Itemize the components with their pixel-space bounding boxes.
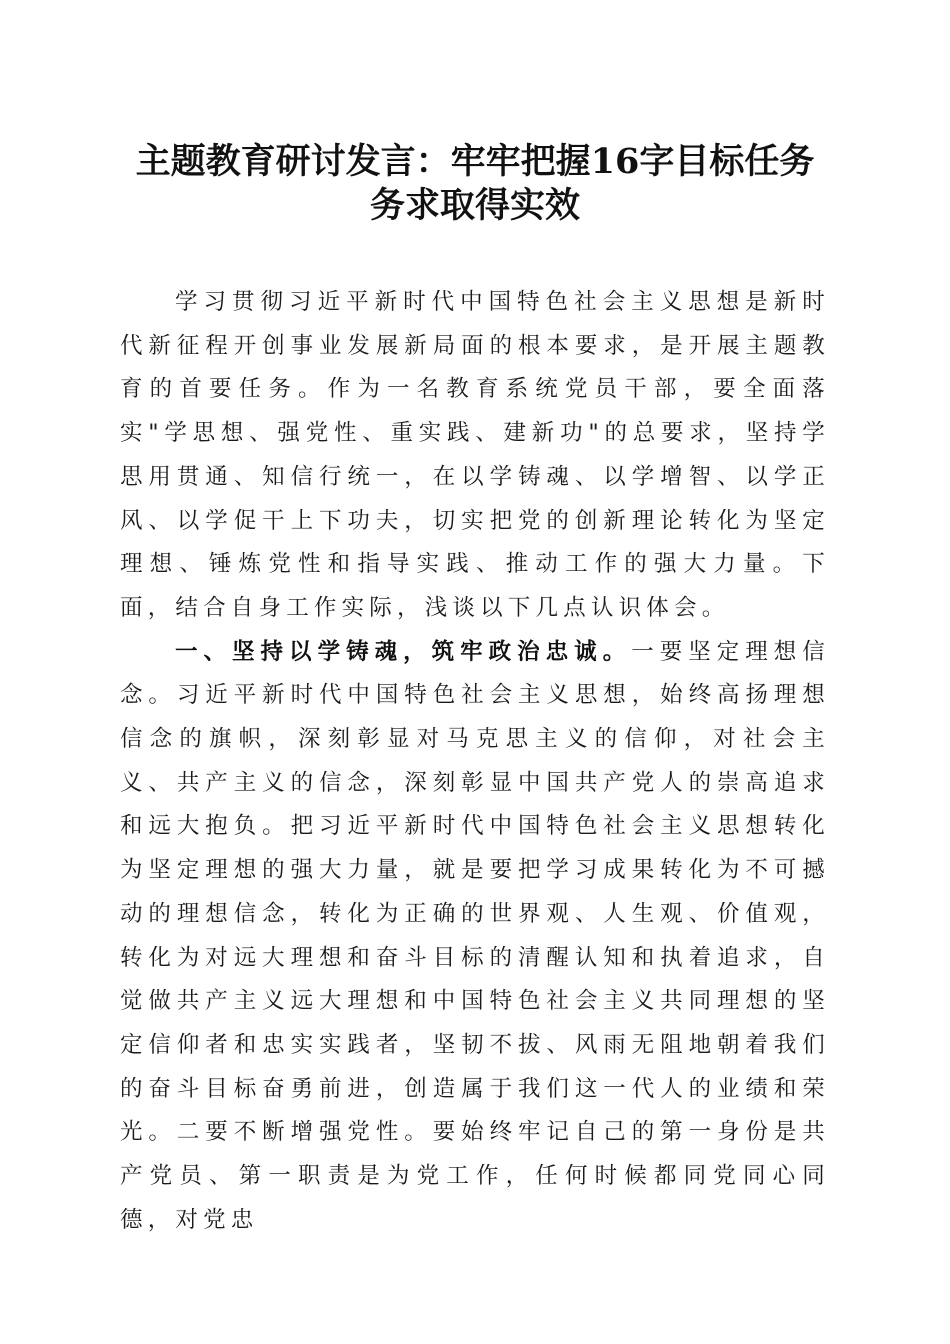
paragraph-text: 学习贯彻习近平新时代中国特色社会主义思想是新时代新征程开创事业发展新局面的根本要求，是开展主题教育的首要任务。作为一名教育系统党员干部，要全面落实"学思想、强党性、重实践、建新功"的总要求，坚持学思用贯通、知信行统一，在以学铸魂、以学增智、以学正风、以学促干上下功夫，切实把党的创新理论转化为坚定理想、锤炼党性和指导实践、推动工作的强大力量。下面，结合自身工作实际，浅谈以下几点认识体会。	[120, 289, 830, 621]
paragraph-intro	[120, 281, 830, 631]
section-heading: 一、坚持以学铸魂，筑牢政治忠诚。	[175, 638, 632, 665]
title-line-1: 主题教育研讨发言：牢牢把握16字目标任务	[135, 141, 815, 182]
document-body	[120, 281, 830, 1242]
title-line-2: 务求取得实效	[369, 185, 580, 226]
document-title	[100, 140, 850, 228]
paragraph-text: 一要坚定理想信念。习近平新时代中国特色社会主义思想，始终高扬理想信念的旗帜，深刻彰显对马克思主义的信仰，对社会主义、共产主义的信念，深刻彰显中国共产党人的崇高追求和远大抱负。把习近平新时代中国特色社会主义思想转化为坚定理想的强大力量，就是要把学习成果转化为不可撼动的理想信念，转化为正确的世界观、人生观、价值观，转化为对远大理想和奋斗目标的清醒认知和执着追求，自觉做共产主义远大理想和中国特色社会主义共同理想的坚定信仰者和忠实实践者，坚韧不拔、风雨无阻地朝着我们的奋斗目标奋勇前进，创造属于我们这一代人的业绩和荣光。二要不断增强党性。要始终牢记自己的第一身份是共产党员、第一职责是为党工作，任何时候都同党同心同德，对党忠	[120, 638, 830, 1233]
paragraph-section-1	[120, 631, 830, 1243]
